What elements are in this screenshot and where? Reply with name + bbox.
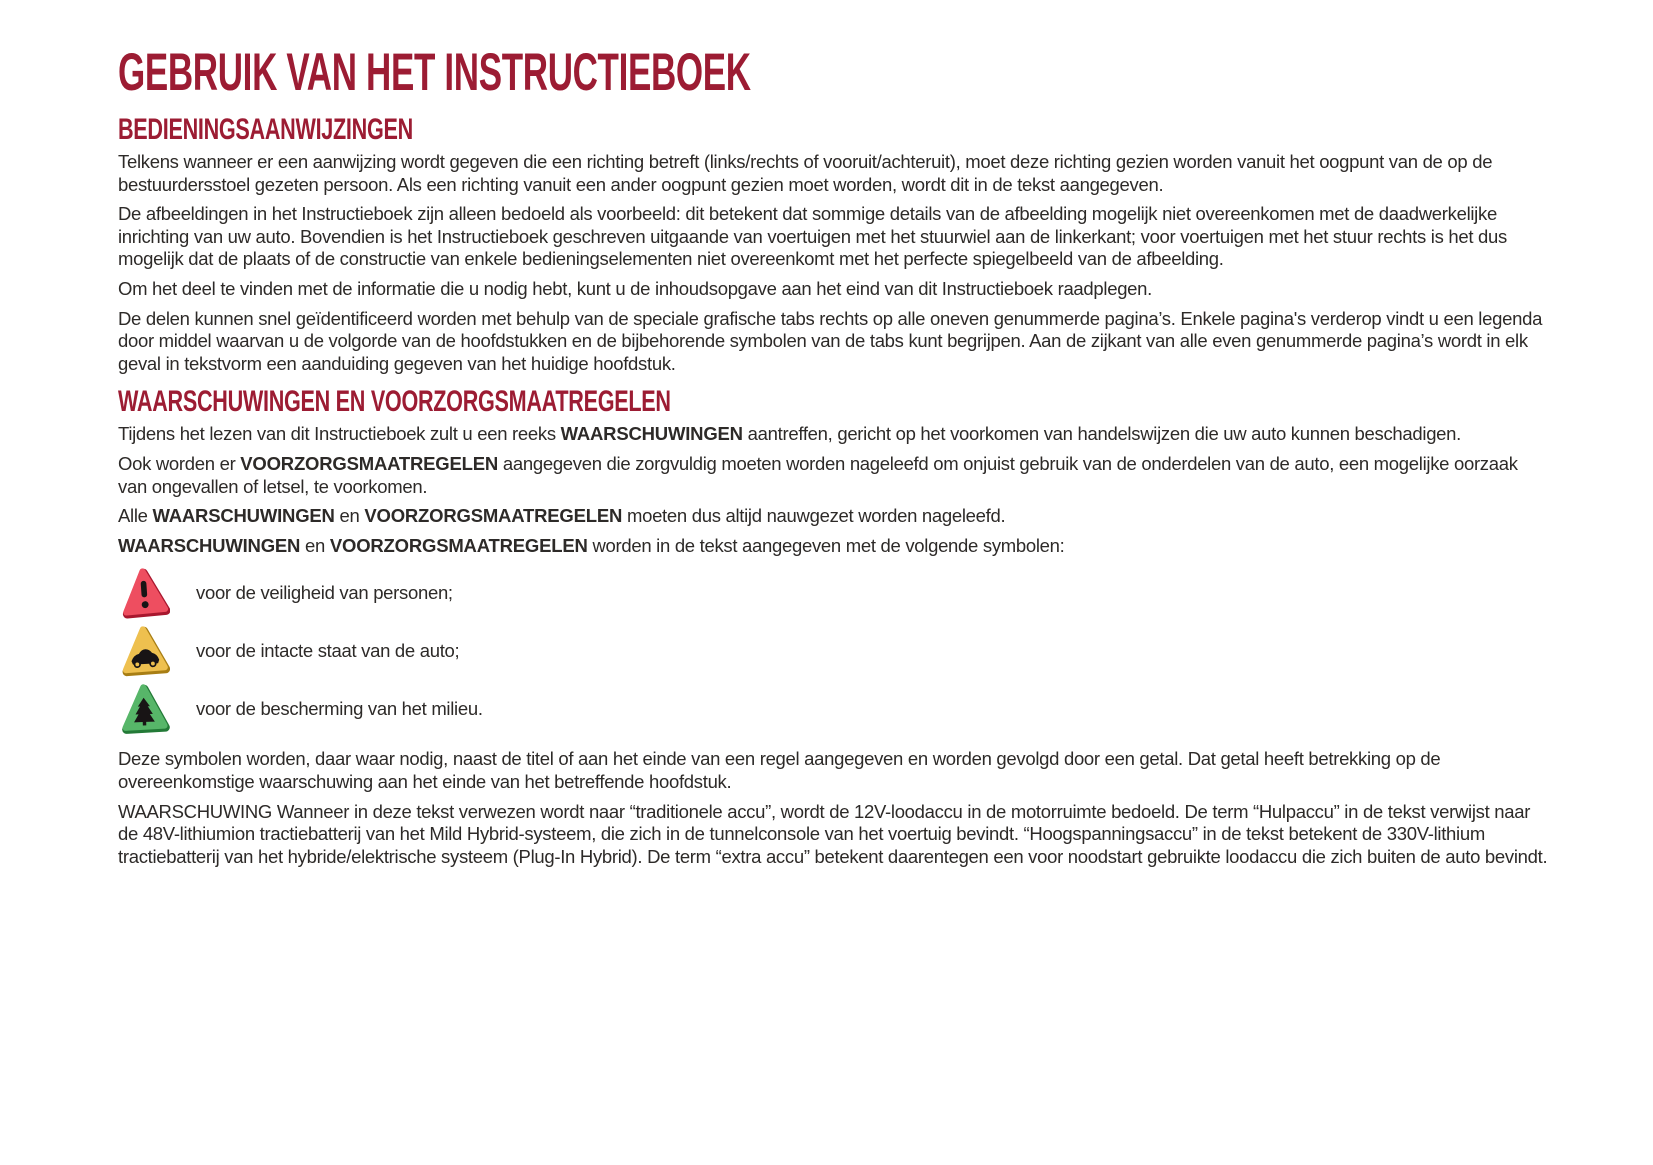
paragraph: De delen kunnen snel geïdentificeerd worden met behulp van de speciale grafische tabs rechts op alle oneven genummerde pagina’s. Enkele pagina's verderop vindt u een legenda door middel waarvan u de volgorde van de hoofdstukken en de bijbehorende symbolen van de tabs kunt begrijpen. Aan de zijkant van alle even genummerde pagina’s wordt in elk geval in tekstvorm een aanduiding gegeven van het huidige hoofdstuk.	[118, 307, 1543, 374]
section-heading-waarschuwingen: WAARSCHUWINGEN EN VOORZORGSMAATREGELEN	[118, 385, 671, 419]
legend-item-environment	[118, 680, 1550, 738]
vehicle-warning-triangle-icon	[118, 622, 170, 680]
paragraph: Ook worden er VOORZORGSMAATREGELEN aangegeven die zorgvuldig moeten worden nageleefd om onjuist gebruik van de onderdelen van de auto, een mogelijke oorzaak van ongevallen of letsel, te voorkomen.	[118, 452, 1518, 497]
paragraph: WAARSCHUWING Wanneer in deze tekst verwezen wordt naar “traditionele accu”, wordt de 12V-loodaccu in de motorruimte bedoeld. De term “Hulpaccu” in de tekst verwijst naar de 48V-lithiumion tractiebatterij van het Mild Hybrid-systeem, die zich in de tunnelconsole van het voertuig bevindt. “Hoogspanningsaccu” in de tekst betekent de 330V-lithium tractiebatterij van het hybride/elektrische systeem (Plug-In Hybrid). De term “extra accu” betekent daarentegen een voor noodstart gebruikte loodaccu die zich buiten de auto bevindt.	[118, 800, 1548, 867]
safety-warning-triangle-icon	[118, 564, 170, 622]
legend-item-vehicle	[118, 622, 1550, 680]
paragraph: WAARSCHUWINGEN en VOORZORGSMAATREGELEN worden in de tekst aangegeven met de volgende symbolen:	[118, 534, 1065, 556]
environment-warning-triangle-icon	[118, 680, 170, 738]
legend-item-label: voor de bescherming van het milieu.	[196, 698, 483, 720]
warning-symbols-legend	[118, 564, 1550, 738]
page-title: GEBRUIK VAN HET INSTRUCTIEBOEK	[118, 43, 751, 102]
legend-item-label: voor de veiligheid van personen;	[196, 582, 453, 604]
legend-item-label: voor de intacte staat van de auto;	[196, 640, 460, 662]
page-content	[118, 43, 1550, 875]
paragraph: Telkens wanneer er een aanwijzing wordt gegeven die een richting betreft (links/rechts of vooruit/achteruit), moet deze richting gezien worden vanuit het oogpunt van de op de bestuurdersstoel gezeten persoon. Als een richting vanuit een ander oogpunt gezien moet worden, wordt dit in de tekst aangegeven.	[118, 151, 1493, 195]
paragraph: Deze symbolen worden, daar waar nodig, naast de titel of aan het einde van een regel aangegeven en worden gevolgd door een getal. Dat getal heeft betrekking op de overeenkomstige waarschuwing aan het einde van het betreffende hoofdstuk.	[118, 748, 1441, 792]
paragraph: De afbeeldingen in het Instructieboek zijn alleen bedoeld als voorbeeld: dit betekent dat sommige details van de afbeelding mogelijk niet overeenkomen met de daadwerkelijke inrichting van uw auto. Bovendien is het Instructieboek geschreven uitgaande van voertuigen met het stuurwiel aan de linkerkant; voor voertuigen met het stuur rechts is het dus mogelijk dat de plaats of de constructie van enkele bedieningselementen niet overeenkomt met het perfecte spiegelbeeld van de afbeelding.	[118, 203, 1507, 270]
paragraph: Alle WAARSCHUWINGEN en VOORZORGSMAATREGELEN moeten dus altijd nauwgezet worden nageleefd.	[118, 505, 1006, 527]
legend-item-safety	[118, 564, 1550, 622]
paragraph: Tijdens het lezen van dit Instructieboek zult u een reeks WAARSCHUWINGEN aantreffen, gericht op het voorkomen van handelswijzen die uw auto kunnen beschadigen.	[118, 423, 1462, 445]
paragraph: Om het deel te vinden met de informatie die u nodig hebt, kunt u de inhoudsopgave aan het eind van dit Instructieboek raadplegen.	[118, 277, 1153, 299]
section-heading-bedieningsaanwijzingen: BEDIENINGSAANWIJZINGEN	[118, 113, 413, 146]
